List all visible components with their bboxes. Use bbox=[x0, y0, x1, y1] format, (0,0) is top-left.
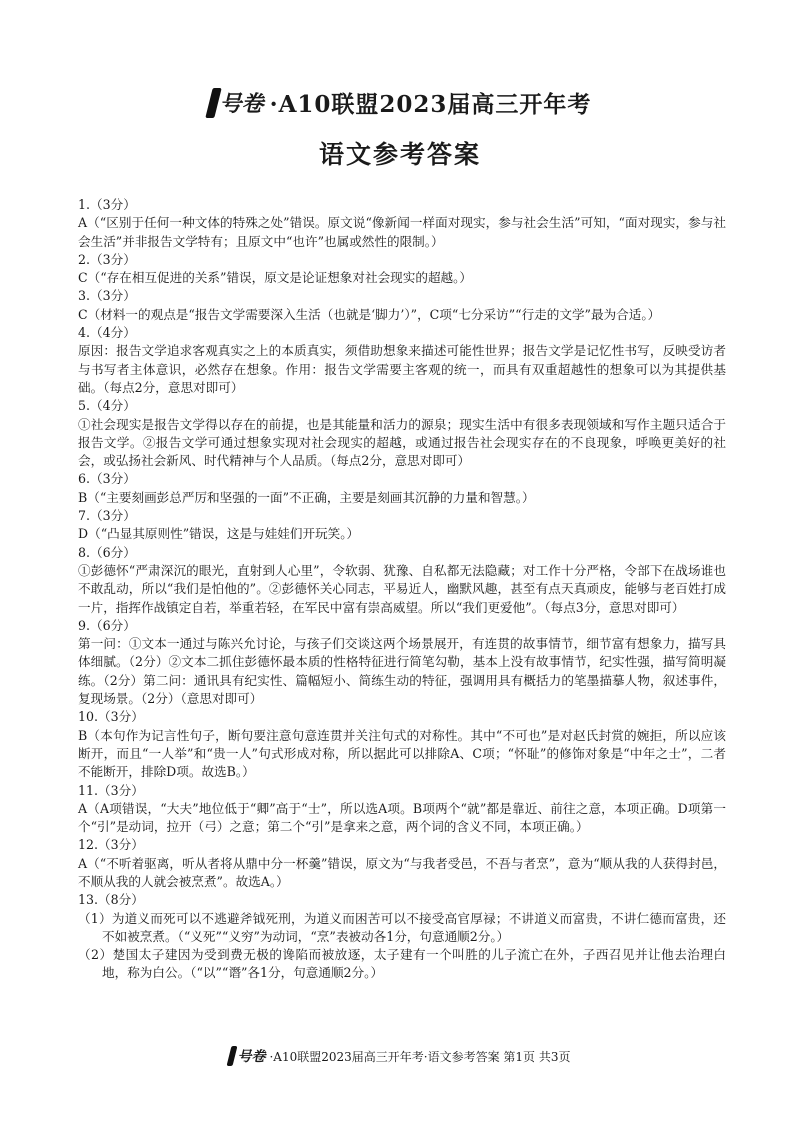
brand-mark-icon bbox=[227, 1046, 238, 1066]
question-number: 10.（3分） bbox=[78, 709, 144, 725]
question-number: 13.（8分） bbox=[78, 892, 144, 908]
question-answer: A（“不听着驱离，听从者将从鼎中分一杯羹”错误，原文为“与我者受邑，不吾与者烹”，意为“顺从我的人获得封邑，不顺从我的人就会被烹煮”。故选A。） bbox=[78, 855, 726, 889]
footer-text: ·A10联盟2023届高三开年考·语文参考答案 第1页 共3页 bbox=[269, 1049, 571, 1064]
brand-logo bbox=[209, 87, 264, 118]
footer-logo bbox=[229, 1046, 265, 1066]
question-answer: B（“主要刻画彭总严厉和坚强的一面”不正确，主要是刻画其沉静的力量和智慧。） bbox=[78, 489, 535, 505]
page-subtitle: 语文参考答案 bbox=[318, 140, 481, 169]
question-number: 11.（3分） bbox=[78, 782, 144, 798]
question-number: 2.（3分） bbox=[78, 251, 136, 267]
page-header bbox=[0, 86, 800, 171]
question-number: 8.（6分） bbox=[78, 544, 136, 560]
question-number: 5.（4分） bbox=[78, 398, 136, 414]
question-number: 6.（3分） bbox=[78, 471, 136, 487]
question-number: 12.（3分） bbox=[78, 837, 144, 853]
question-answer: A（A项错误，“大夫”地位低于“卿”高于“士”，所以选A项。B项两个“就”都是靠近、前往之意，本项正确。D项第一个“引”是动词，拉开（弓）之意；第二个“引”是拿来之意，两个词的含义不同，本项正确。） bbox=[78, 800, 726, 835]
page-footer bbox=[0, 1046, 800, 1066]
question-answer: D（“凸显其原则性”错误，这是与娃娃们开玩笑。） bbox=[78, 526, 360, 542]
question-number: 4.（4分） bbox=[78, 325, 136, 341]
question-answer: ①社会现实是报告文学得以存在的前提，也是其能量和活力的源泉；现实生活中有很多表现领域和写作主题只适合于报告文学。②报告文学可通过想象实现对社会现实的超越，或通过报告社会现实存在的不良现象，呼唤更美好的社会，或弘扬社会新风、时代精神与个人品质。（每点2分，意思对即可） bbox=[78, 416, 726, 469]
answer-list bbox=[78, 196, 726, 983]
question-answer: 原因：报告文学追求客观真实之上的本质真实，须借助想象来描述可能性世界；报告文学是记忆性书写，反映受访者与书写者主体意识，必然存在想象。作用：报告文学需要主客观的统一，而具有双重超越性的想象可以为其提供基础。（每点2分，意思对即可） bbox=[78, 343, 726, 395]
question-number: 7.（3分） bbox=[78, 508, 136, 524]
question-answer: 第一问：①文本一通过与陈兴允讨论，与孩子们交谈这两个场景展开，有连贯的故事情节，细节富有想象力，描写具体细腻。（2分）②文本二抓住彭德怀最本质的性格特征进行简笔勾勒，基本上没有故事情节，纪实性强，描写简明凝练。（2分）第二问：通讯具有纪实性、篇幅短小、简练生动的特征，强调用具有概括力的笔墨描摹人物，叙述事件，复现场景。（2分）（意思对即可） bbox=[78, 636, 726, 707]
question-answer: C（“存在相互促进的关系”错误，原文是论证想象对社会现实的超越。） bbox=[78, 270, 473, 286]
question-answer: A（“区别于任何一种文体的特殊之处”错误。原文说“像新闻一样面对现实，参与社会生活”可知，“面对现实，参与社会生活”并非报告文学特有；且原文中“也许”也属或然性的限制。） bbox=[78, 215, 726, 249]
exam-title: ·A10联盟2023届高三开年考 bbox=[269, 91, 592, 118]
sub-answer: （2）楚国太子建因为受到费无极的谗陷而被放逐，太子建有一个叫胜的儿子流亡在外，子西召见并让他去治理白地，称为白公。（“以”“谮”各1分，句意通顺2分。） bbox=[78, 947, 726, 981]
question-number: 1.（3分） bbox=[78, 197, 136, 212]
brand-name: 号卷 bbox=[219, 92, 264, 117]
sub-answer: （1）为道义而死可以不逃避斧钺死刑，为道义而困苦可以不接受高官厚禄；不讲道义而富贵，不讲仁德而富贵，还不如被烹煮。（“义死”“义穷”为动词，“烹”表被动各1分，句意通顺2分。） bbox=[78, 910, 726, 944]
footer-brand-name: 号卷 bbox=[237, 1049, 266, 1065]
question-answer: ①彭德怀“严肃深沉的眼光，直射到人心里”，令软弱、犹豫、自私都无法隐藏；对工作十分严格，令部下在战场谁也不敢乱动，所以“我们是怕他的”。②彭德怀关心同志，平易近人，幽默风趣，甚至有点天真顽皮，能够与老百姓打成一片，指挥作战镇定自若，举重若轻，在军民中富有崇高威望。所以“我们更爱他”。（每点3分，意思对即可） bbox=[78, 562, 726, 615]
title-row bbox=[0, 86, 800, 119]
question-answer: B（本句作为记言性句子，断句要注意句意连贯并关注句式的对称性。其中“不可也”是对赵氏封赏的婉拒，所以应该断开，而且“一人举”和“贵一人”句式形成对称，所以据此可以排除A、C项；“怀耻”的修饰对象是“中年之士”，二者不能断开，排除D项。故选B。） bbox=[78, 727, 726, 780]
question-number: 3.（3分） bbox=[78, 288, 136, 304]
question-number: 9.（6分） bbox=[78, 617, 136, 633]
question-answer: C（材料一的观点是“报告文学需要深入生活（也就是‘脚力’）”，C项“七分采访”“行走的文学”最为合适。） bbox=[78, 306, 661, 322]
